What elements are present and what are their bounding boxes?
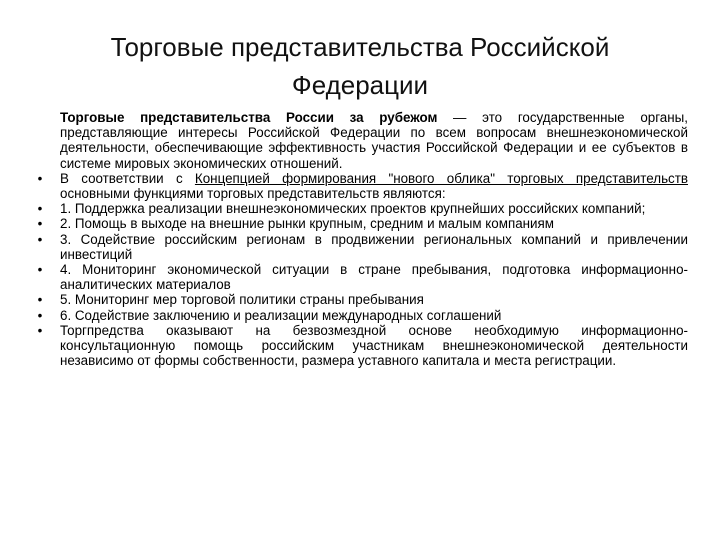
function-text: 6. Содействие заключению и реализации международных соглашений: [60, 307, 502, 323]
list-item-closing: [34, 323, 688, 369]
list-item-function-6: [34, 308, 688, 323]
list-item-function-3: [34, 232, 688, 262]
bullet-icon: •: [37, 307, 43, 323]
bullet-icon: •: [37, 201, 43, 217]
list-item-function-2: [34, 216, 688, 231]
bullet-icon: •: [37, 322, 43, 338]
slide-body: [34, 110, 688, 368]
list-item-function-1: [34, 201, 688, 216]
bullet-icon: •: [37, 292, 43, 308]
bullet-icon: •: [37, 216, 43, 232]
bullet-icon: •: [37, 170, 43, 186]
function-text: 3. Содействие российским регионам в продвижении региональных компаний и привлечении инвестиций: [60, 231, 688, 262]
function-text: 5. Мониторинг мер торговой политики страны пребывания: [60, 292, 424, 308]
concept-link[interactable]: Концепцией формирования "нового облика" торговых представительств: [194, 170, 688, 186]
intro-term: Торговые представительства России за рубежом: [60, 110, 438, 125]
bullet-icon: •: [37, 231, 43, 247]
intro-definition: — это государственные органы, представляющие интересы Российской Федерации по всем вопросам внешнеэкономической деятельности, обеспечивающие эффективность участия Российской Федерации и ее субъектов в системе мировых экономических отношений.: [60, 110, 688, 171]
concept-suffix: основными функциями торговых представительств являются:: [60, 186, 446, 202]
slide-title: Торговые представительства Российской Федерации: [110, 32, 610, 100]
closing-text: Торгпредства оказывают на безвозмездной основе необходимую информационно-консультационную помощь российским участникам внешнеэкономической деятельности независимо от формы собственности, размера уставного капитала и места регистрации.: [60, 322, 688, 369]
list-item-function-5: [34, 292, 688, 307]
intro-paragraph: [34, 110, 688, 171]
concept-prefix: В соответствии с: [60, 170, 195, 186]
function-text: 4. Мониторинг экономической ситуации в стране пребывания, подготовка информационно-аналитических материалов: [60, 262, 688, 293]
function-text: 1. Поддержка реализации внешнеэкономических проектов крупнейших российских компаний;: [60, 201, 646, 217]
list-item-function-4: [34, 262, 688, 292]
bullet-icon: •: [37, 262, 43, 278]
list-item-concept: [34, 171, 688, 201]
function-text: 2. Помощь в выходе на внешние рынки крупным, средним и малым компаниям: [60, 216, 554, 232]
